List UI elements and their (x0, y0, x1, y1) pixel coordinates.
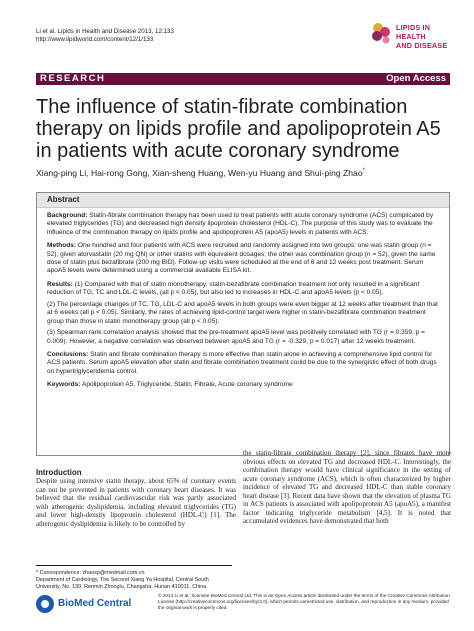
body-text-right: the statin-fibrate combination therapy [2], since fibrates have more obvious effects on elevated TG and decreased HDL-C. Interestingly, the combination therapy would have clinical significance in the setting of acute coronary syndrome (ACS), which is often characterized by higher incidence of elevated TG and decreased HDL-C than stable coronary heart disease [3]. Recent data have shown that the elevation of plasma TG in ACS patients is associated with apolipoprotein A5 (apoA5), a manifest factor indicating triglyceride metabolism [4,5]. It is noted that accumulated evidences have demonstrated that both (243, 449, 451, 525)
abstract-results-1 (47, 281, 441, 298)
background-text: Statin-fibrate combination therapy has been used to treat patients with acute coronary syndrome (ACS) complicated by elevated triglycerides (TG) and decreased high density lipoprotein cholesterol (HDL-C). The purpose of this study was to evaluate the influence of the combination therapy on lipids profile and apolipoprotein A5 (apoA5) levels in patients with ACS. (47, 212, 434, 236)
abstract-box (36, 192, 450, 456)
abstract-methods (47, 242, 441, 276)
author-affiliation: Department of Cardiology, The Second Xiang Ya Hospital, Central South University, No. 139, Renmin Zhonglu, Changsha, Hunan 410011, China (36, 577, 209, 590)
abstract-results-3 (47, 329, 441, 346)
journal-citation (36, 28, 174, 44)
abstract-results-2 (47, 301, 441, 326)
logo-line-2: AND DISEASE (396, 41, 448, 50)
results-text-1: (1) Compared with that of statin monotherapy, statin-bezafibrate combination treatment not only resulted in a significant reduction of TG, TC and LDL-C levels, (all p < 0.05), but also led to increases in HDL-C and apoA5 levels (p < 0.05). (47, 280, 420, 297)
methods-label: Methods: (47, 242, 77, 250)
results-label: Results: (47, 280, 73, 288)
results-text-3: (3) Spearman rank correlation analysis showed that the pre-treatment apoA5 level was positively correlated with TG (r = 0.359, p = 0.009). However, a negative correlation was observed between apoA5 and TG (r = -0.329, p = 0.017) after 12 weeks treatment. (47, 329, 425, 345)
journal-logo-text (396, 23, 448, 50)
biomed-central-icon (36, 595, 54, 613)
abstract-heading: Abstract (47, 195, 80, 204)
license-text: © 2013 Li et al.; licensee BioMed Central Ltd. This is an Open Access article distributed under the terms of the Creative Commons Attribution License (http://creativecommons.org/licenses/by/2.0), which permits unrestricted use, distribution, and reproduction in any medium, provided the original work is properly cited. (158, 593, 450, 610)
logo-line-1: LIPIDS IN HEALTH (396, 23, 431, 41)
journal-logo-icon (368, 20, 396, 46)
corresponding-author-mark: * (362, 168, 365, 174)
background-label: Background: (47, 212, 88, 219)
body-column-right (243, 449, 451, 526)
keywords-text: Apolipoprotein A5, Triglyceride, Statin, Fibrate, Acute coronary syndrome (81, 381, 293, 389)
body-column-left (36, 468, 236, 528)
citation-line: Li et al. Lipids in Health and Disease 2013, 12:133 (36, 28, 174, 35)
journal-logo[interactable] (368, 20, 448, 54)
abstract-header (37, 193, 449, 208)
conclusions-label: Conclusions: (47, 351, 89, 359)
article-type-banner (36, 73, 450, 85)
article-title: The influence of statin-fibrate combination therapy on lipids profile and apolipoprotein A5 in patients with acute coronary syndrome (36, 96, 441, 162)
abstract-conclusions (47, 351, 441, 376)
keywords-label: Keywords: (47, 381, 81, 389)
introduction-heading: Introduction (36, 468, 82, 477)
correspondence-footnote (36, 565, 232, 591)
conclusions-text: Statin and fibrate combination therapy is more effective than statin alone in achieving a comprehensive lipid control for ACS patients. Serum apoA5 elevation after statin and fibrate combination treatment could be due to the synergistic effect of both drugs on hypertriglyceridemia control. (47, 351, 437, 375)
open-access-label: Open Access (386, 73, 446, 84)
introduction-text: Despite using intensive statin therapy, about 65% of coronary events can not be prevented in patients with coronary heart diseases. It was believed that the residual cardiovascular risk was partly associated with atherogenic dyslipidemia, including elevated triglycerides (TG) and lower high-density lipoprotein cholesterol (HDL-C) [1]. The atherogenic dyslipidemia is likely to be controlled by (36, 477, 236, 528)
correspondence-email[interactable]: * Correspondence: zhaosp@medmail.com.cn (36, 570, 145, 576)
publisher-name: BioMed Central (58, 598, 132, 609)
author-list (36, 166, 456, 179)
abstract-keywords (47, 381, 441, 389)
abstract-background (47, 212, 441, 237)
journal-url[interactable]: http://www.lipidworld.com/content/12/1/133 (36, 36, 154, 43)
methods-text: One hundred and four patients with ACS were recruited and randomly assigned into two groups: one was statin group (n = 52), given atorvastatin (20 mg QN) or other statins with equivalent dosages; the other was combination group (n = 52), given the same dose of statin plus bezafibrate (200 mg BID). Follow-up visits were scheduled at the end of 6 and 12 weeks post treatment. Serum apoA5 levels were determined using a commercial available ELISA kit. (47, 242, 436, 275)
results-text-2: (2) The percentage changes of TC, TG, LDL-C and apoA5 levels in both groups were even bigger at 12 weeks after treatment than that at 6 weeks (all p < 0.05). Similarly, the rates of achieving lipid-control target were higher in statin-bezafibrate combination treatment group than those in statin monotherapy group (all p < 0.05). (47, 300, 438, 325)
publisher-logo[interactable] (36, 593, 146, 615)
abstract-body (47, 212, 441, 393)
authors-text: Xiang-ping Li, Hai-rong Gong, Xian-sheng Huang, Wen-yu Huang and Shui-ping Zhao (36, 167, 363, 178)
article-type-label: RESEARCH (40, 73, 106, 84)
